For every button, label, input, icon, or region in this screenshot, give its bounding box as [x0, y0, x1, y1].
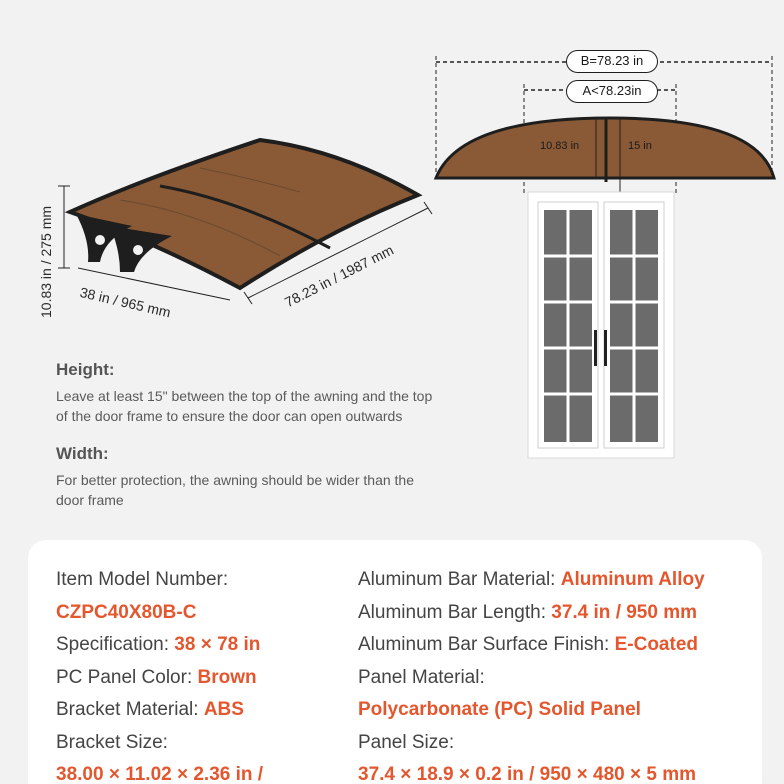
spec-label: Aluminum Bar Material:	[358, 569, 561, 590]
height-guide-title: Height:	[56, 360, 115, 379]
width-guide	[56, 444, 496, 510]
spec-row	[358, 727, 705, 760]
spec-row	[358, 597, 705, 630]
spec-value: Aluminum Alloy	[560, 569, 705, 590]
spec-row	[56, 694, 263, 727]
clear-height-label: 10.83 in	[540, 140, 580, 152]
spec-value: 38.00 × 11.02 × 2.36 in /	[56, 764, 264, 784]
gap-height-label: 15 in	[628, 140, 652, 152]
height-guide-text-1: Leave at least 15" between the top of the awning and the top	[56, 388, 433, 404]
width-guide-text-1: For better protection, the awning should be wider than the	[56, 472, 414, 488]
spec-value: 38 × 78 in	[174, 634, 261, 655]
spec-value: 37.4 × 18.9 × 0.2 in / 950 × 480 × 5 mm	[358, 764, 697, 784]
spec-row	[56, 597, 263, 630]
spec-row	[56, 727, 263, 760]
width-guide-title: Width:	[56, 444, 109, 463]
spec-row	[358, 629, 705, 662]
a-width-badge: A<78.23in	[566, 80, 658, 103]
spec-label: Bracket Material:	[56, 699, 204, 720]
spec-label: Aluminum Bar Surface Finish:	[358, 634, 615, 655]
height-dimension-label: 10.83 in / 275 mm	[38, 205, 54, 318]
spec-row	[56, 564, 263, 597]
spec-column-right	[358, 564, 705, 784]
spec-value: ABS	[203, 699, 244, 720]
spec-column-left	[56, 564, 263, 784]
width-guide-text-2: door frame	[56, 492, 124, 508]
spec-value: Polycarbonate (PC) Solid Panel	[358, 699, 641, 720]
spec-row	[358, 759, 705, 784]
spec-value: E-Coated	[614, 634, 698, 655]
height-guide-text-2: of the door frame to ensure the door can open outwards	[56, 408, 403, 424]
spec-row	[358, 662, 705, 695]
spec-label: Aluminum Bar Length:	[358, 601, 552, 623]
width-dimension-label: 78.23 in / 1987 mm	[282, 241, 397, 311]
height-guide	[56, 360, 496, 426]
spec-row	[358, 694, 705, 727]
spec-label: Panel Size:	[358, 731, 455, 753]
spec-row	[56, 759, 263, 784]
b-width-badge: B=78.23 in	[566, 50, 658, 73]
spec-label: PC Panel Color:	[56, 666, 198, 688]
depth-dimension-label: 38 in / 965 mm	[78, 284, 173, 321]
spec-label: Specification:	[56, 634, 175, 655]
spec-card	[28, 540, 762, 784]
spec-label: Bracket Size:	[56, 731, 168, 753]
spec-row	[56, 662, 263, 695]
spec-label: Panel Material:	[358, 666, 485, 688]
spec-value: 37.4 in / 950 mm	[551, 601, 698, 623]
spec-value: Brown	[197, 666, 257, 688]
spec-value: CZPC40X80B-C	[56, 601, 197, 623]
spec-row	[358, 564, 705, 597]
spec-row	[56, 629, 263, 662]
spec-label: Item Model Number:	[56, 569, 229, 590]
